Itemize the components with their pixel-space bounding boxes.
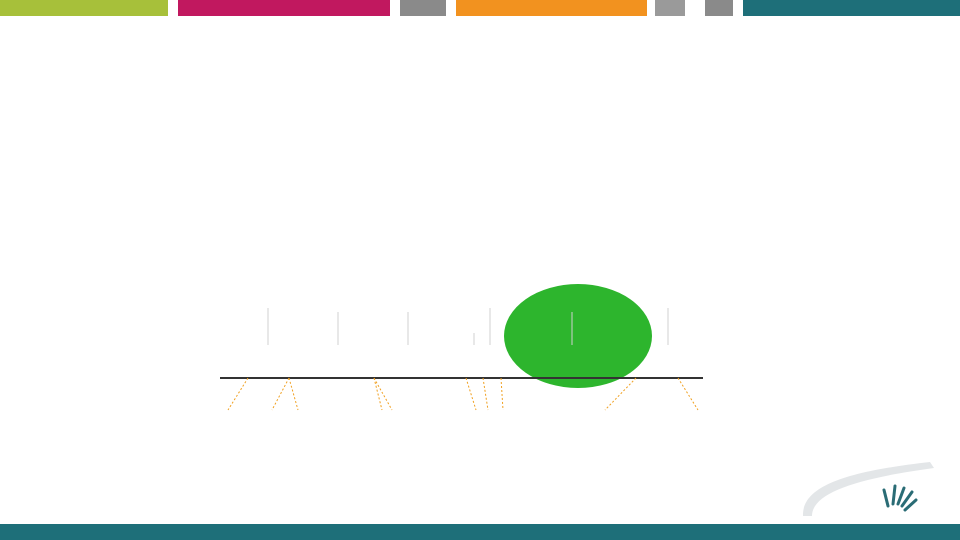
fan-line <box>678 378 698 410</box>
fan-line <box>483 378 488 410</box>
fan-line <box>289 378 298 410</box>
logo-swoosh-icon <box>803 462 934 516</box>
fan-line <box>374 378 392 410</box>
bottom-bar <box>0 524 960 540</box>
fan-line <box>228 378 248 410</box>
useful-data-ellipse <box>504 284 652 388</box>
fan-line <box>272 378 289 410</box>
fan-line <box>374 378 382 410</box>
fan-line <box>466 378 476 410</box>
school-logo <box>800 458 940 524</box>
fan-line <box>501 378 503 410</box>
hand-logo-icon <box>884 486 916 510</box>
